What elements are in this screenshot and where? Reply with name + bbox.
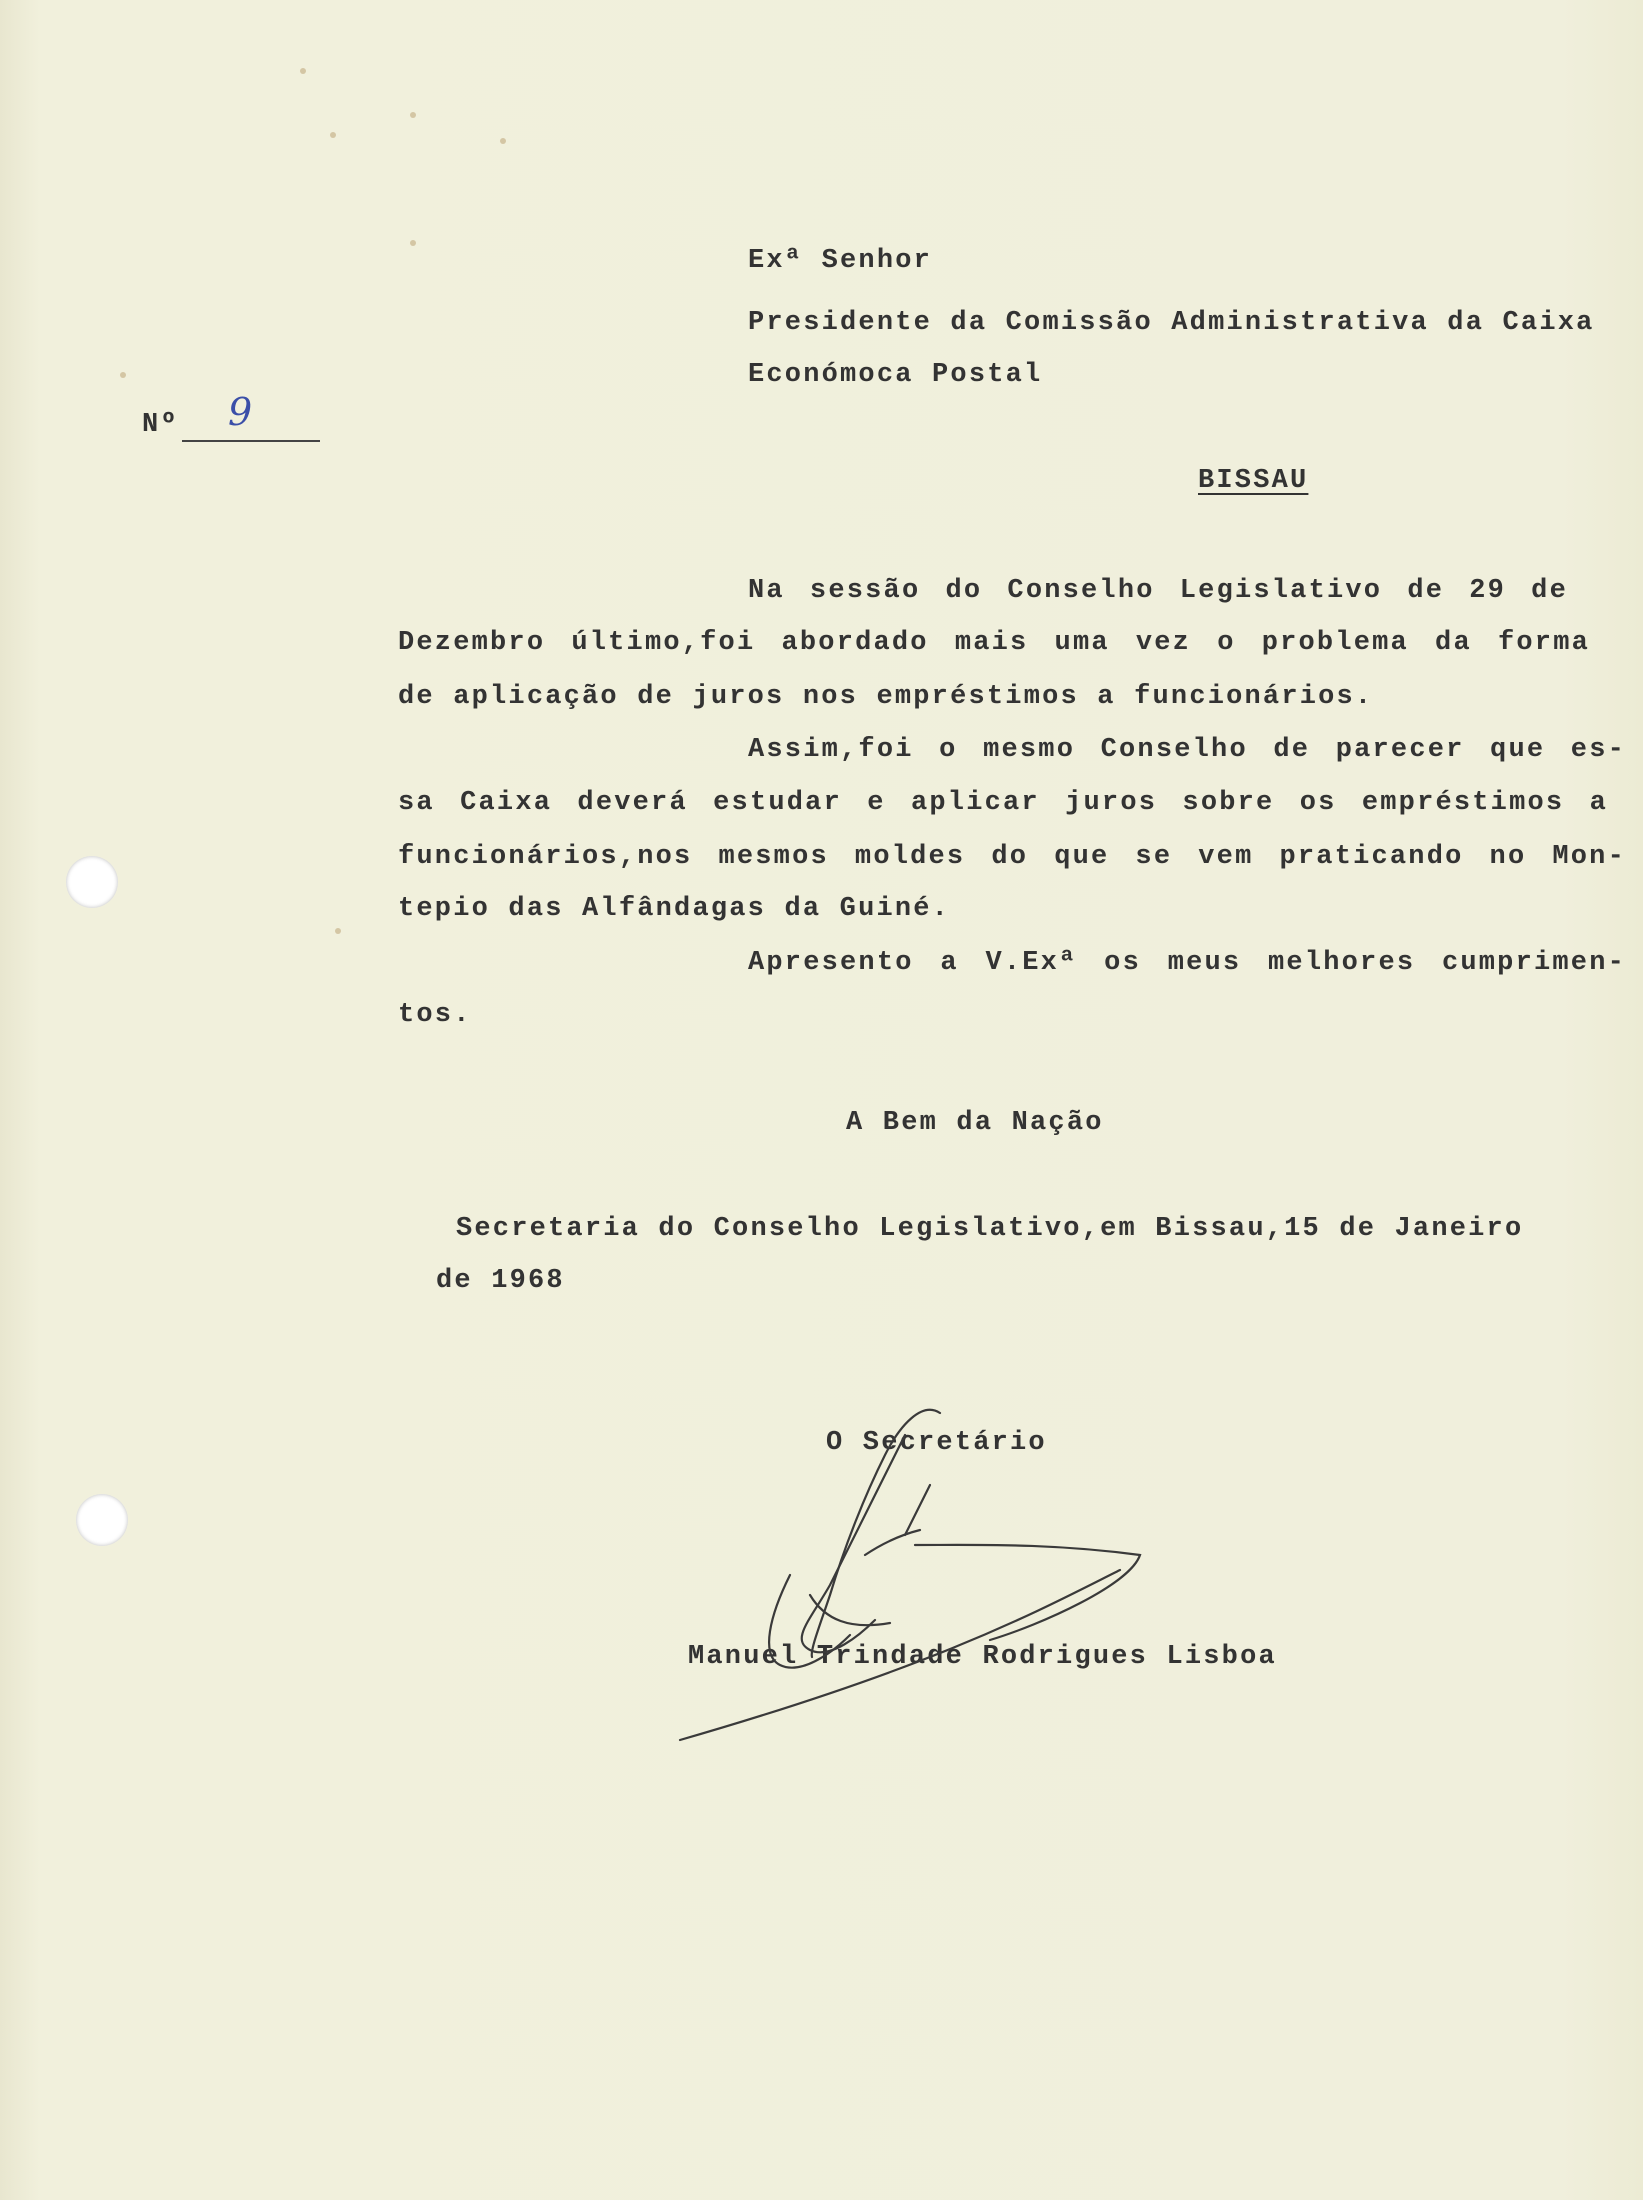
body-line: sa Caixa deverá estudar e aplicar juros sobre os empréstimos a [398,788,1608,818]
stain-spot [120,372,126,378]
closing-formula: A Bem da Nação [846,1108,1104,1138]
body-line: de aplicação de juros nos empréstimos a funcionários. [398,682,1374,712]
signatory-title: O Secretário [826,1428,1047,1458]
reference-label: Nº [142,410,179,440]
body-line: Assim,foi o mesmo Conselho de parecer que es- [748,735,1626,765]
stain-spot [330,132,336,138]
city-heading: BISSAU [1198,466,1309,496]
punch-hole [66,856,118,908]
reference-underline [182,440,320,442]
body-line: Apresento a V.Exª os meus melhores cumprimen- [748,948,1626,978]
stain-spot [410,112,416,118]
stain-spot [410,240,416,246]
handwritten-signature [660,1395,1180,1755]
body-line: tepio das Alfândagas da Guiné. [398,894,951,924]
reference-number: 9 [228,390,253,434]
punch-hole [76,1494,128,1546]
salutation: Exª Senhor [748,246,933,276]
place-date: de 1968 [436,1266,565,1296]
place-date: Secretaria do Conselho Legislativo,em Bissau,15 de Janeiro [456,1214,1524,1244]
body-line: Dezembro último,foi abordado mais uma vez o problema da forma [398,628,1590,658]
addressee-line: Económoca Postal [748,360,1043,390]
stain-spot [500,138,506,144]
signatory-name: Manuel Trindade Rodrigues Lisboa [688,1642,1277,1672]
addressee-line: Presidente da Comissão Administrativa da Caixa [748,308,1595,338]
body-line: funcionários,nos mesmos moldes do que se vem praticando no Mon- [398,842,1626,872]
body-line: Na sessão do Conselho Legislativo de 29 de [748,576,1568,606]
stain-spot [300,68,306,74]
stain-spot [335,928,341,934]
body-line: tos. [398,1000,472,1030]
